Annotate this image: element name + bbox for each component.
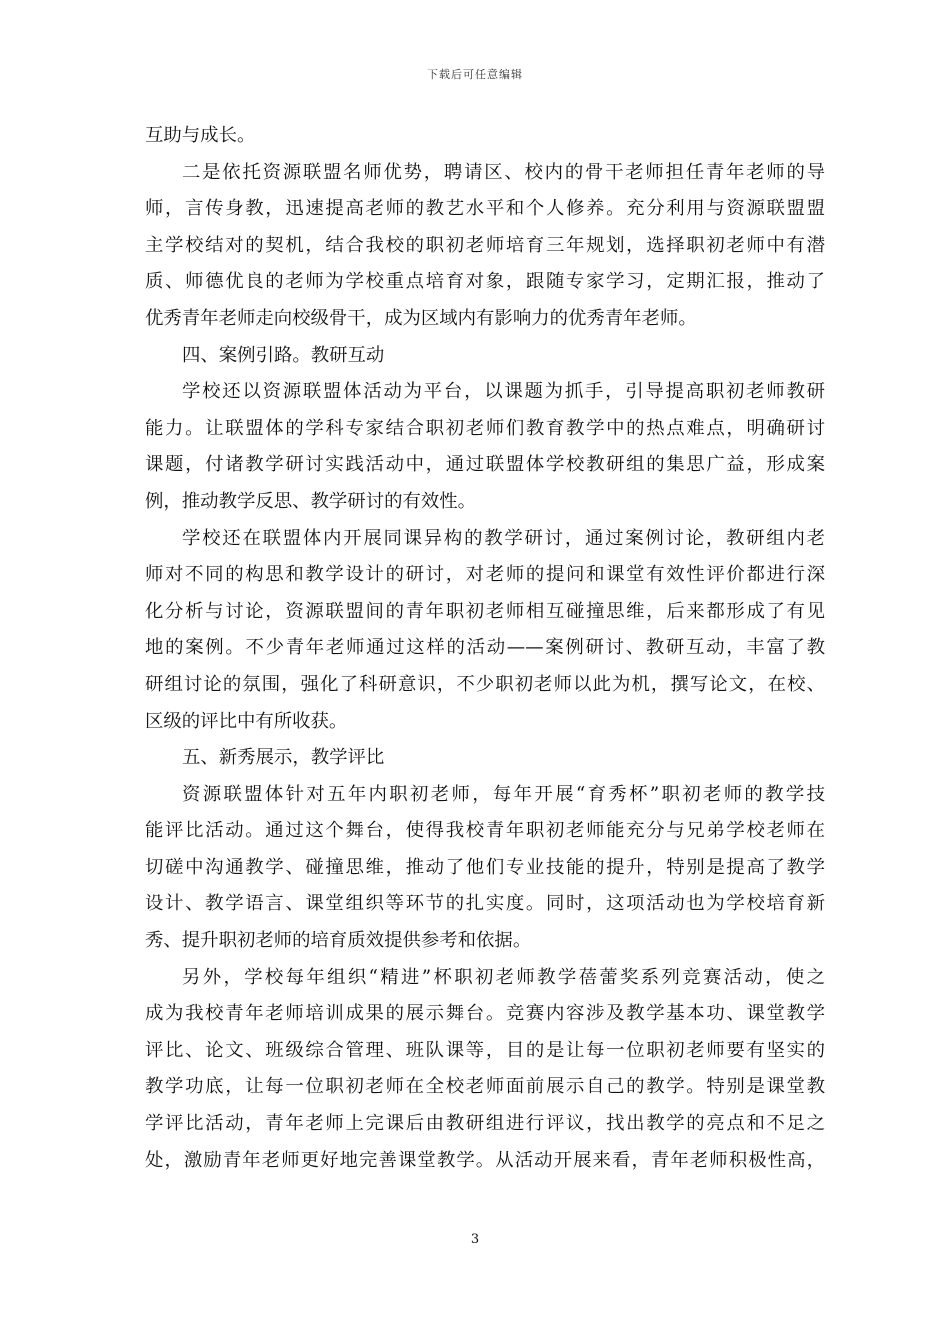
text-line: 研组讨论的氛围，强化了科研意识，不少职初老师以此为机，撰写论文，在校、 (145, 673, 825, 695)
text-line: 地的案例。不少青年老师通过这样的活动——案例研讨、教研互动，丰富了教 (145, 637, 825, 659)
text-line: 师对不同的构思和教学设计的研讨，对老师的提问和课堂有效性评价都进行深 (145, 564, 825, 586)
paragraph-line: 资源联盟体针对五年内职初老师，每年开展“育秀杯”职初老师的教学技 (182, 783, 825, 805)
text-line: 优秀青年老师走向校级骨干，成为区域内有影响力的优秀青年老师。 (145, 307, 697, 329)
text-line: 成为我校青年老师培训成果的展示舞台。竞赛内容涉及教学基本功、课堂教学 (145, 1003, 825, 1025)
text-line: 例，推动教学反思、教学研讨的有效性。 (145, 490, 477, 512)
text-line: 课题，付诸教学研讨实践活动中，通过联盟体学校教研组的集思广益，形成案 (145, 454, 825, 476)
paragraph-line: 另外，学校每年组织“精进”杯职初老师教学蓓蕾奖系列竞赛活动，使之 (182, 966, 825, 988)
paragraph-line: 二是依托资源联盟名师优势，聘请区、校内的骨干老师担任青年老师的导 (182, 161, 825, 183)
section-heading: 四、案例引路。教研互动 (182, 344, 385, 366)
body-text (145, 118, 825, 1179)
text-line: 评比、论文、班级综合管理、班队课等，目的是让每一位职初老师要有坚实的 (145, 1039, 825, 1061)
text-line: 化分析与讨论，资源联盟间的青年职初老师相互碰撞思维，后来都形成了有见 (145, 600, 825, 622)
text-line: 互助与成长。 (145, 125, 256, 146)
text-line: 质、师德优良的老师为学校重点培育对象，跟随专家学习，定期汇报，推动了 (145, 271, 825, 293)
text-line: 主学校结对的契机，结合我校的职初老师培育三年规划，选择职初老师中有潜 (145, 234, 825, 256)
page-number: 3 (470, 1232, 480, 1247)
text-line: 秀、提升职初老师的培育质效提供参考和依据。 (145, 930, 532, 952)
text-line: 教学功底，让每一位职初老师在全校老师面前展示自己的教学。特别是课堂教 (145, 1076, 825, 1098)
text-line: 处，激励青年老师更好地完善课堂教学。从活动开展来看，青年老师积极性高， (145, 1149, 825, 1171)
page-header: 下载后可任意编辑 (427, 68, 523, 81)
paragraph-line: 学校还在联盟体内开展同课异构的教学研讨，通过案例讨论，教研组内老 (182, 527, 825, 549)
text-line: 师，言传身教，迅速提高老师的教艺水平和个人修养。充分利用与资源联盟盟 (145, 198, 825, 220)
text-line: 设计、教学语言、课堂组织等环节的扎实度。同时，这项活动也为学校培育新 (145, 893, 825, 915)
text-line: 能评比活动。通过这个舞台，使得我校青年职初老师能充分与兄弟学校老师在 (145, 820, 825, 842)
text-line: 能力。让联盟体的学科专家结合职初老师们教育教学中的热点难点，明确研讨 (145, 417, 825, 439)
section-heading: 五、新秀展示，教学评比 (182, 747, 385, 769)
text-line: 学评比活动，青年老师上完课后由教研组进行评议，找出教学的亮点和不足之 (145, 1113, 825, 1135)
text-line: 区级的评比中有所收获。 (145, 710, 348, 732)
paragraph-line: 学校还以资源联盟体活动为平台，以课题为抓手，引导提高职初老师教研 (182, 381, 825, 403)
text-line: 切磋中沟通教学、碰撞思维，推动了他们专业技能的提升，特别是提高了教学 (145, 856, 825, 878)
